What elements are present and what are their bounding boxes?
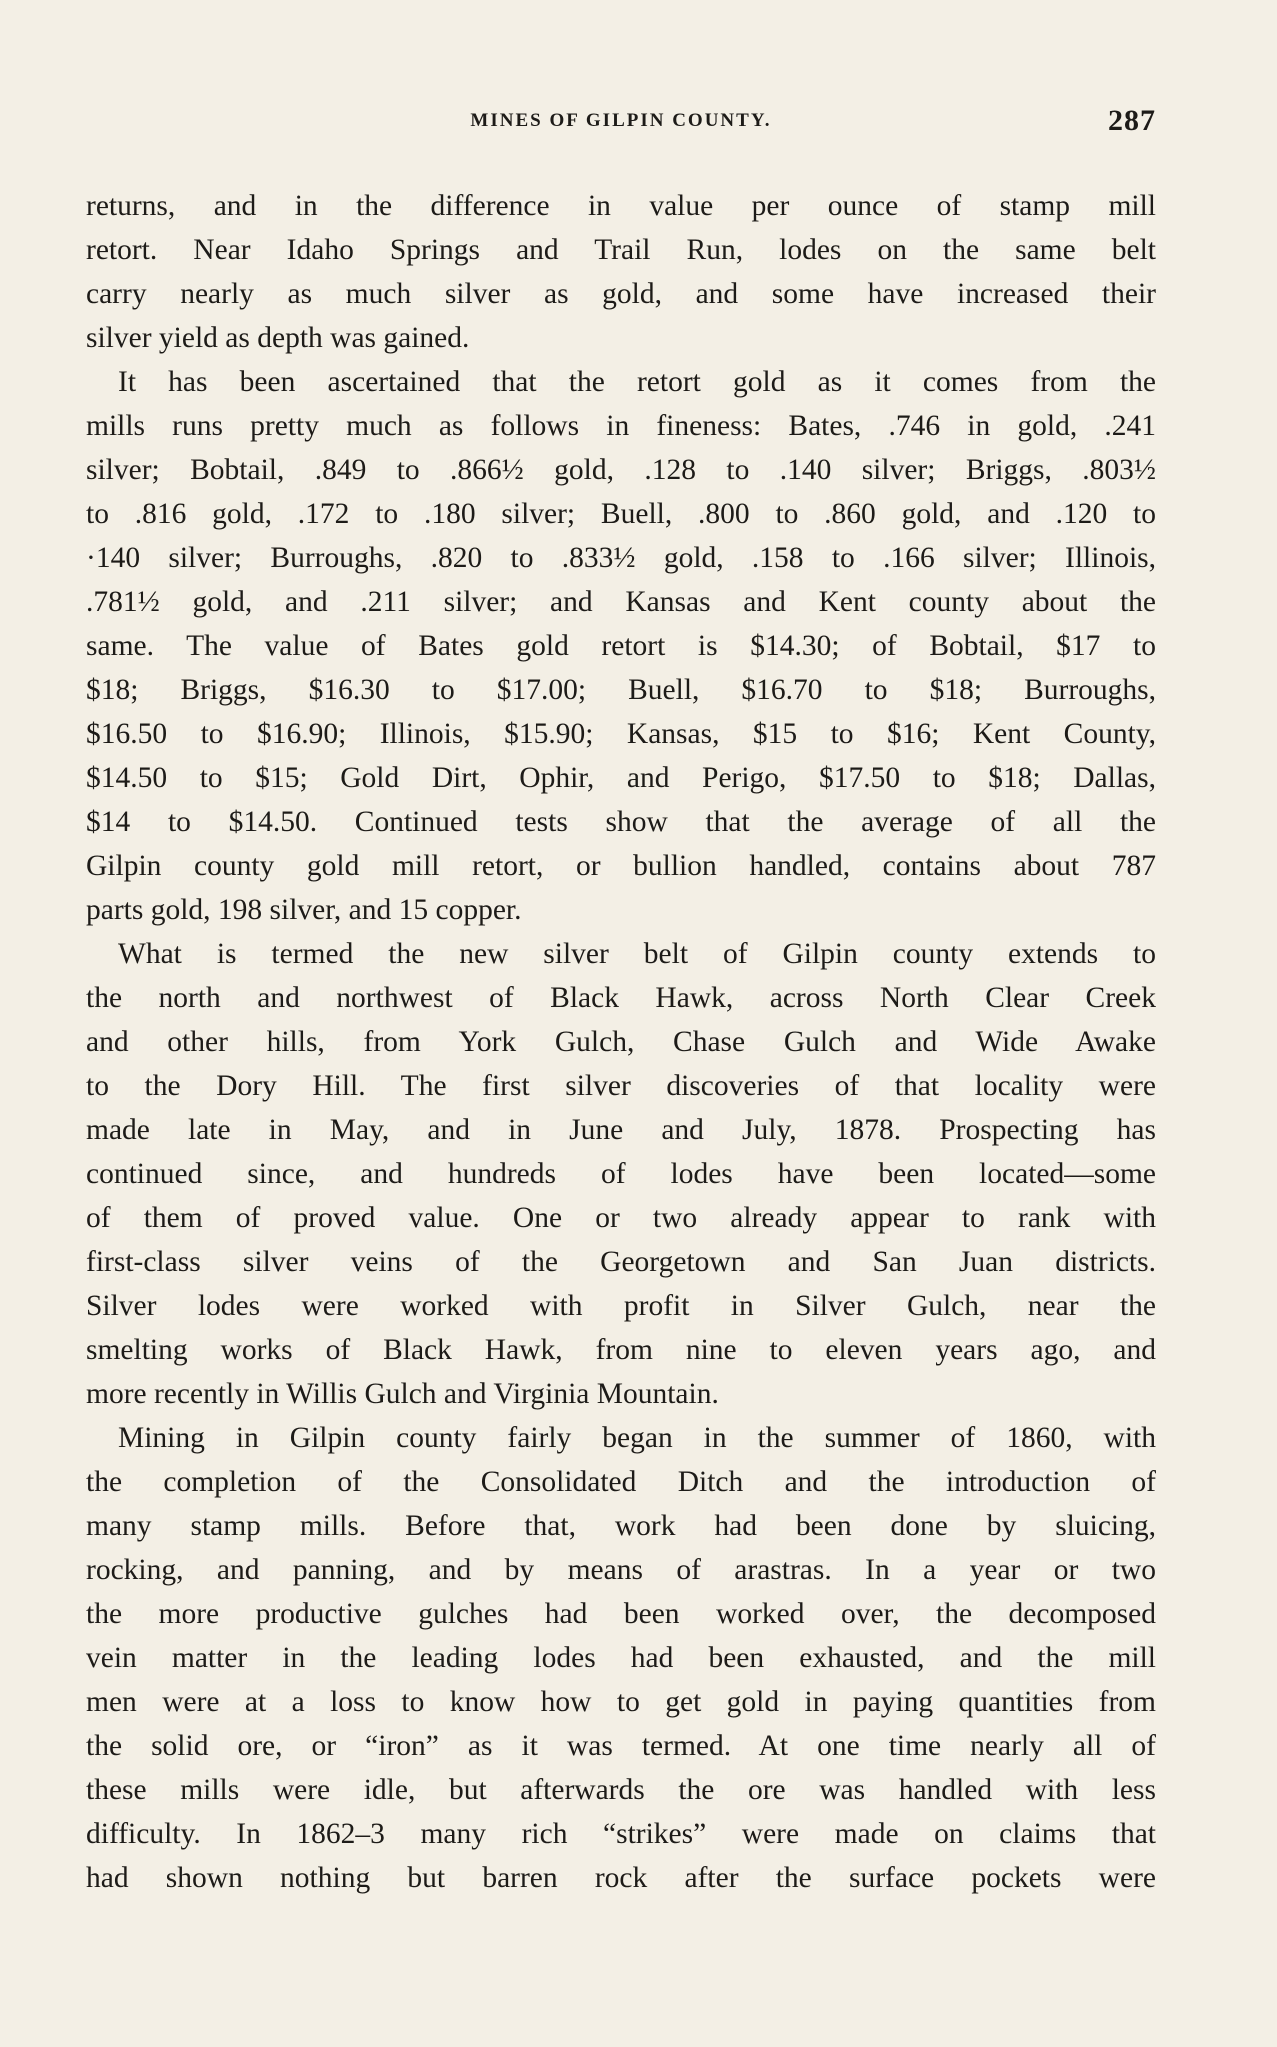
text-line: It has been ascertained that the retort gold as it comes from the xyxy=(118,366,1156,398)
text-line: .781½ gold, and .211 silver; and Kansas and Kent county about the xyxy=(86,586,1156,618)
text-line: and other hills, from York Gulch, Chase Gulch and Wide Awake xyxy=(86,1026,1156,1058)
text-line: mills runs pretty much as follows in fineness: Bates, .746 in gold, .241 xyxy=(86,410,1156,442)
text-line: $14 to $14.50. Continued tests show that the average of all the xyxy=(86,806,1156,838)
text-line: returns, and in the difference in value per ounce of stamp mill xyxy=(86,190,1156,222)
text-line: same. The value of Bates gold retort is $14.30; of Bobtail, $17 to xyxy=(86,630,1156,662)
text-line: men were at a loss to know how to get gold in paying quantities from xyxy=(86,1686,1156,1718)
text-line: many stamp mills. Before that, work had been done by sluicing, xyxy=(86,1510,1156,1542)
text-line: had shown nothing but barren rock after the surface pockets were xyxy=(86,1862,1156,1894)
text-line: continued since, and hundreds of lodes have been located—some xyxy=(86,1158,1156,1190)
text-line: vein matter in the leading lodes had been exhausted, and the mill xyxy=(86,1642,1156,1674)
text-line: to .816 gold, .172 to .180 silver; Buell, .800 to .860 gold, and .120 to xyxy=(86,498,1156,530)
text-line: the solid ore, or “iron” as it was termed. At one time nearly all of xyxy=(86,1730,1156,1762)
text-line: smelting works of Black Hawk, from nine to eleven years ago, and xyxy=(86,1334,1156,1366)
text-line: of them of proved value. One or two already appear to rank with xyxy=(86,1202,1156,1234)
text-line: the more productive gulches had been worked over, the decomposed xyxy=(86,1598,1156,1630)
text-line: more recently in Willis Gulch and Virginia Mountain. xyxy=(86,1378,719,1410)
text-line: $18; Briggs, $16.30 to $17.00; Buell, $16.70 to $18; Burroughs, xyxy=(86,674,1156,706)
page-number: 287 xyxy=(1108,104,1156,137)
text-line: silver yield as depth was gained. xyxy=(86,322,470,354)
text-line: parts gold, 198 silver, and 15 copper. xyxy=(86,894,522,926)
text-line: first-class silver veins of the Georgetown and San Juan districts. xyxy=(86,1246,1156,1278)
text-line: these mills were idle, but afterwards the ore was handled with less xyxy=(86,1774,1156,1806)
running-head xyxy=(86,104,1156,144)
text-line: the completion of the Consolidated Ditch and the introduction of xyxy=(86,1466,1156,1498)
text-line: silver; Bobtail, .849 to .866½ gold, .128 to .140 silver; Briggs, .803½ xyxy=(86,454,1156,486)
text-line: carry nearly as much silver as gold, and some have increased their xyxy=(86,278,1156,310)
body-text xyxy=(86,184,1156,1900)
text-line: to the Dory Hill. The first silver discoveries of that locality were xyxy=(86,1070,1156,1102)
text-line: What is termed the new silver belt of Gilpin county extends to xyxy=(118,938,1156,970)
running-title: MINES OF GILPIN COUNTY. xyxy=(470,110,772,131)
text-line: $16.50 to $16.90; Illinois, $15.90; Kansas, $15 to $16; Kent County, xyxy=(86,718,1156,750)
text-line: $14.50 to $15; Gold Dirt, Ophir, and Perigo, $17.50 to $18; Dallas, xyxy=(86,762,1156,794)
text-line: retort. Near Idaho Springs and Trail Run, lodes on the same belt xyxy=(86,234,1156,266)
text-line: the north and northwest of Black Hawk, across North Clear Creek xyxy=(86,982,1156,1014)
text-line: Mining in Gilpin county fairly began in the summer of 1860, with xyxy=(118,1422,1156,1454)
text-line: Gilpin county gold mill retort, or bullion handled, contains about 787 xyxy=(86,850,1156,882)
text-line: Silver lodes were worked with profit in Silver Gulch, near the xyxy=(86,1290,1156,1322)
text-line: ·140 silver; Burroughs, .820 to .833½ gold, .158 to .166 silver; Illinois, xyxy=(86,542,1156,574)
text-line: difficulty. In 1862–3 many rich “strikes” were made on claims that xyxy=(86,1818,1156,1850)
text-line: made late in May, and in June and July, 1878. Prospecting has xyxy=(86,1114,1156,1146)
text-line: rocking, and panning, and by means of arastras. In a year or two xyxy=(86,1554,1156,1586)
